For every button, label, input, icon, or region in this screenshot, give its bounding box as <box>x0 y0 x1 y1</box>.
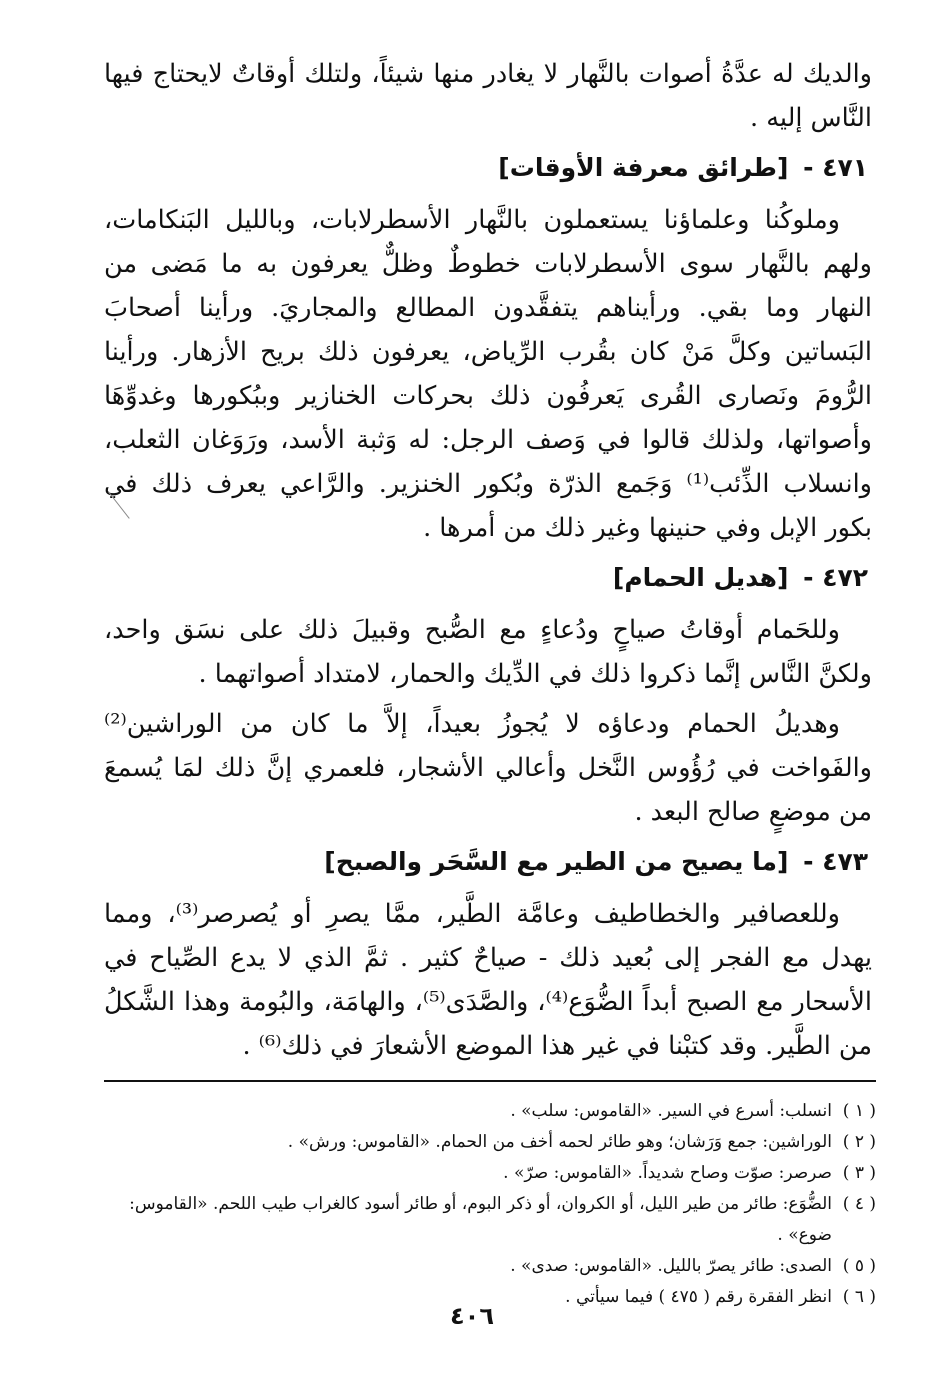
footnote-text: انسلب: أسرع في السير. «القاموس: سلب» . <box>510 1101 832 1121</box>
footnote-number: ( ٥ ) <box>842 1256 876 1276</box>
section-number: ٤٧٣ - <box>803 847 868 876</box>
footnote-text: الضُّوَع: طائر من طير الليل، أو الكروان، أو ذكر البوم، أو طائر أسود كالغراب طيب اللحم. «القاموس: ضوع» . <box>129 1194 832 1245</box>
section-title: [طرائق معرفة الأوقات] <box>498 153 789 182</box>
footnote-number: ( ١ ) <box>842 1101 876 1121</box>
footnote-item <box>104 1189 876 1251</box>
footnote-text: انظر الفقرة رقم ( ٤٧٥ ) فيما سيأتي . <box>565 1287 832 1307</box>
section-number: ٤٧١ - <box>803 153 868 182</box>
section-paragraph: وملوكُنا وعلماؤنا يستعملون بالنَّهار الأسطرلابات، وبالليل البَنكامات، ولهم بالنَّهار سوى الأسطرلابات خطوطٌ وظلٌّ يعرفون به ما مَضى من النهار وما بقي. ورأيناهم يتفقَّدون المطالع والمجاريَ. ورأينا أصحابَ البَساتين وكلَّ مَنْ كان بقُرب الرِّياض، يعرفون ذلك بريح الأزهار. ورأينا الرُّومَ ونَصارى القُرى يَعرفُون ذلك بحركات الخنازير وببُكورها وغدوِّهَا وأصواتها، ولذلك قالوا في وَصف الرجل: له وَثبة الأسد، ورَوَغان الثعلب، وانسلاب الذِّئب⁽¹⁾ وَجَمع الذرّة وبُكور الخنزير. والرَّاعي يعرف ذلك في بكور الإبل وفي حنينها وغير ذلك من أمرها . <box>104 205 872 543</box>
section-paragraph: وللحَمام أوقاتُ صياحٍ ودُعاءٍ مع الصُّبح وقبيلَ ذلك على نسَق واحد، ولكنَّ النَّاس إنَّما ذكروا ذلك في الدِّيك والحمار، لامتداد أصواتهما . <box>104 615 872 689</box>
page-number: ٤٠٦ <box>450 1302 494 1330</box>
footnote-text: الصدى: طائر يصرّ بالليل. «القاموس: صدى» . <box>510 1256 832 1276</box>
section-heading-471 <box>104 146 876 190</box>
section-heading-473 <box>104 840 876 884</box>
footnote-separator <box>104 1080 876 1082</box>
footnote-text: الوراشين: جمع وَرَشان؛ وهو طائر لحمه أخف من الحمام. «القاموس: ورش» . <box>287 1132 832 1152</box>
page-content <box>104 52 876 1313</box>
footnote-number: ( ٦ ) <box>842 1287 876 1307</box>
footnote-number: ( ٤ ) <box>842 1194 876 1214</box>
footnote-item <box>104 1127 876 1158</box>
footnote-item <box>104 1251 876 1282</box>
intro-paragraph: والديك له عدَّةُ أصوات بالنَّهار لا يغادر منها شيئاً، ولتلك أوقاتٌ لايحتاج فيها النَّاس إليه . <box>104 59 872 133</box>
footnote-number: ( ٣ ) <box>842 1163 876 1183</box>
section-number: ٤٧٢ - <box>803 563 868 592</box>
footnote-item <box>104 1158 876 1189</box>
footnote-item <box>104 1096 876 1127</box>
section-title: [ما يصيح من الطير مع السَّحَر والصبح] <box>324 847 789 876</box>
footnotes <box>104 1096 876 1313</box>
section-title: [هديل الحمام] <box>612 563 789 592</box>
section-paragraph: وهديلُ الحمام ودعاؤه لا يُجوزُ بعيداً، إلاَّ ما كان من الوراشين⁽²⁾ والفَواخت في رُؤُوس النَّخل وأعالي الأشجار، فلعمري إنَّ ذلك لمَا يُسمعَ من موضعٍ صالح البعد . <box>104 709 872 827</box>
footnote-text: صرصر: صوّت وصاح شديداً. «القاموس: صرّ» . <box>503 1163 832 1183</box>
footnote-number: ( ٢ ) <box>842 1132 876 1152</box>
section-heading-472 <box>104 556 876 600</box>
section-paragraph: وللعصافير والخطاطيف وعامَّة الطَّير، ممَّا يصرِ أو يُصرصر⁽³⁾، ومما يهدل مع الفجر إلى بُعيد ذلك - صياحٌ كثير . ثمَّ الذي لا يدع الصِّياح في الأسحار مع الصبح أبداً الضُّوَع⁽⁴⁾، والصَّدَى⁽⁵⁾، والهامَة، والبُومة وهذا الشَّكلُ من الطَّير. وقد كتبْنا في غير هذا الموضع الأشعارَ في ذلك⁽⁶⁾ . <box>104 899 872 1061</box>
